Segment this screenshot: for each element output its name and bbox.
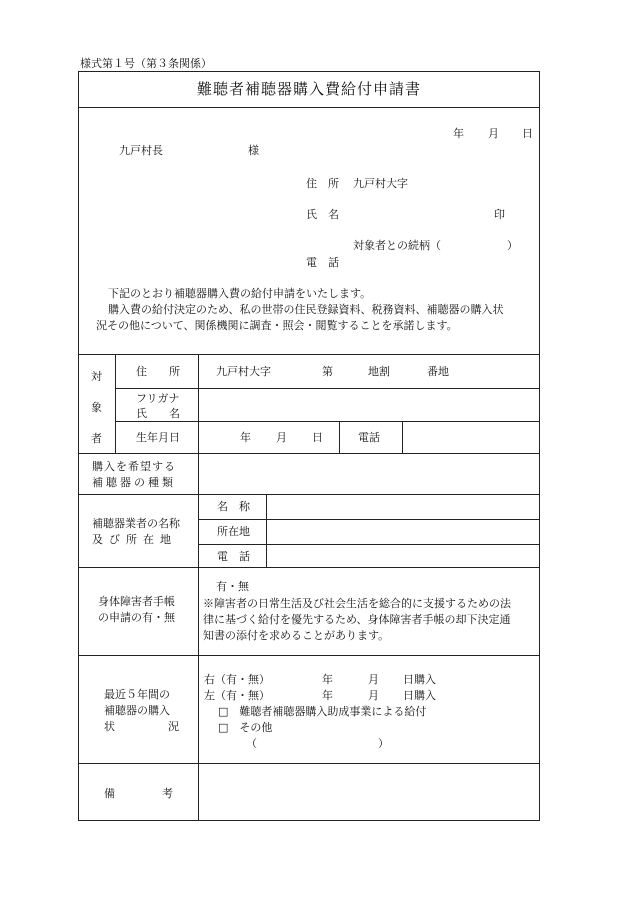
subject-name-label: 氏 名 bbox=[136, 407, 180, 420]
disability-note-3: 知書の添付を求めることがあります。 bbox=[203, 629, 390, 642]
birth-day: 日 bbox=[312, 431, 323, 444]
label-col-divider bbox=[198, 354, 199, 821]
applicant-name-label: 氏 名 bbox=[306, 208, 339, 221]
history-option-other[interactable]: □ その他 bbox=[218, 721, 273, 734]
vendor-name-label: 名 称 bbox=[217, 500, 250, 513]
disability-note-2: 律に基づく給付を優先するため、身体障害者手帳の却下決定通 bbox=[203, 613, 511, 626]
history-right-purchase: 日購入 bbox=[403, 673, 436, 686]
subject-address-banchi: 番地 bbox=[427, 365, 449, 378]
subject-row-divider-2 bbox=[115, 421, 540, 422]
disability-note-1: ※障害者の日常生活及び社会生活を総合的に支援するための法 bbox=[203, 597, 511, 610]
history-right-year: 年 bbox=[322, 673, 333, 686]
form-number: 様式第１号（第３条関係） bbox=[80, 57, 212, 70]
device-type-label-2: 補聴器の種類 bbox=[92, 476, 176, 489]
form-title: 難聴者補聴器購入費給付申請書 bbox=[196, 80, 421, 98]
vendor-phone-label: 電 話 bbox=[217, 550, 250, 563]
furigana-label: フリガナ bbox=[136, 392, 180, 405]
history-label-1: 最近５年間の bbox=[104, 688, 170, 701]
history-label-3b: 況 bbox=[168, 720, 179, 733]
disability-label-2: の申請の有・無 bbox=[98, 611, 175, 624]
disability-label-1: 身体障害者手帳 bbox=[98, 595, 175, 608]
subject-phone-label: 電話 bbox=[358, 431, 380, 444]
applicant-address-label: 住 所 bbox=[306, 177, 339, 190]
birth-phone-divider bbox=[339, 421, 340, 453]
header-day: 日 bbox=[522, 127, 533, 140]
applicant-phone-label: 電 話 bbox=[306, 256, 339, 269]
history-option-subsidy[interactable]: □ 難聴者補聴器購入助成事業による給付 bbox=[218, 705, 427, 718]
history-label-3a: 状 bbox=[104, 720, 115, 733]
vendor-label-2: 及び所在地 bbox=[92, 533, 177, 546]
title-divider bbox=[78, 107, 540, 108]
vendor-row-divider-2 bbox=[198, 544, 540, 545]
subject-address-chiwari: 地割 bbox=[368, 365, 390, 378]
header-month: 月 bbox=[488, 127, 499, 140]
seal-mark: 印 bbox=[494, 208, 505, 221]
disability-choice[interactable]: 有・無 bbox=[216, 580, 249, 593]
history-left-year: 年 bbox=[322, 689, 333, 702]
vendor-label-1: 補聴器業者の名称 bbox=[92, 517, 180, 530]
statement-line-1: 下記のとおり補聴器購入費の給付申請をいたします。 bbox=[108, 287, 372, 300]
device-type-divider bbox=[78, 494, 540, 495]
device-type-label-1: 購入を希望する bbox=[92, 460, 176, 473]
vendor-bottom-divider bbox=[78, 567, 540, 568]
history-label-2: 補聴器の購入 bbox=[104, 704, 170, 717]
vendor-row-divider-1 bbox=[198, 519, 540, 520]
vendor-col-divider bbox=[266, 494, 267, 567]
statement-line-2: 購入費の給付決定のため、私の世帯の住民登録資料、税務資料、補聴器の購入状 bbox=[108, 303, 504, 316]
subject-bottom-divider bbox=[78, 453, 540, 454]
birth-year: 年 bbox=[240, 431, 251, 444]
addressee: 九戸村長 bbox=[119, 144, 163, 157]
history-other-detail[interactable]: （ ） bbox=[246, 737, 389, 750]
header-year: 年 bbox=[453, 127, 464, 140]
statement-line-3: 況その他について、関係機関に調査・照会・閲覧することを承諾します。 bbox=[96, 319, 458, 332]
subject-col-divider bbox=[115, 354, 116, 453]
history-bottom-divider bbox=[78, 763, 540, 764]
history-left[interactable]: 左（有・無） bbox=[204, 689, 270, 702]
honorific: 様 bbox=[248, 144, 259, 157]
subject-address-label: 住 所 bbox=[136, 365, 180, 378]
birth-month: 月 bbox=[276, 431, 287, 444]
disability-bottom-divider bbox=[78, 655, 540, 656]
history-right[interactable]: 右（有・無） bbox=[204, 673, 270, 686]
subject-char-2: 象 bbox=[91, 401, 102, 414]
subject-char-1: 対 bbox=[91, 370, 102, 383]
subject-char-3: 者 bbox=[91, 432, 102, 445]
remarks-label-b: 考 bbox=[162, 787, 173, 800]
history-left-purchase: 日購入 bbox=[403, 689, 436, 702]
phone-value-divider bbox=[402, 421, 403, 453]
applicant-address-value[interactable]: 九戸村大字 bbox=[353, 177, 408, 190]
vendor-location-label: 所在地 bbox=[217, 525, 250, 538]
subject-row-divider-1 bbox=[115, 388, 540, 389]
relationship[interactable]: 対象者との続柄（ ） bbox=[353, 239, 518, 252]
history-right-month: 月 bbox=[368, 673, 379, 686]
header-divider bbox=[78, 354, 540, 355]
remarks-label-a: 備 bbox=[104, 787, 115, 800]
birthdate-label: 生年月日 bbox=[136, 431, 180, 444]
subject-address-dai: 第 bbox=[322, 365, 333, 378]
history-left-month: 月 bbox=[368, 689, 379, 702]
subject-address-value[interactable]: 九戸村大字 bbox=[216, 365, 271, 378]
